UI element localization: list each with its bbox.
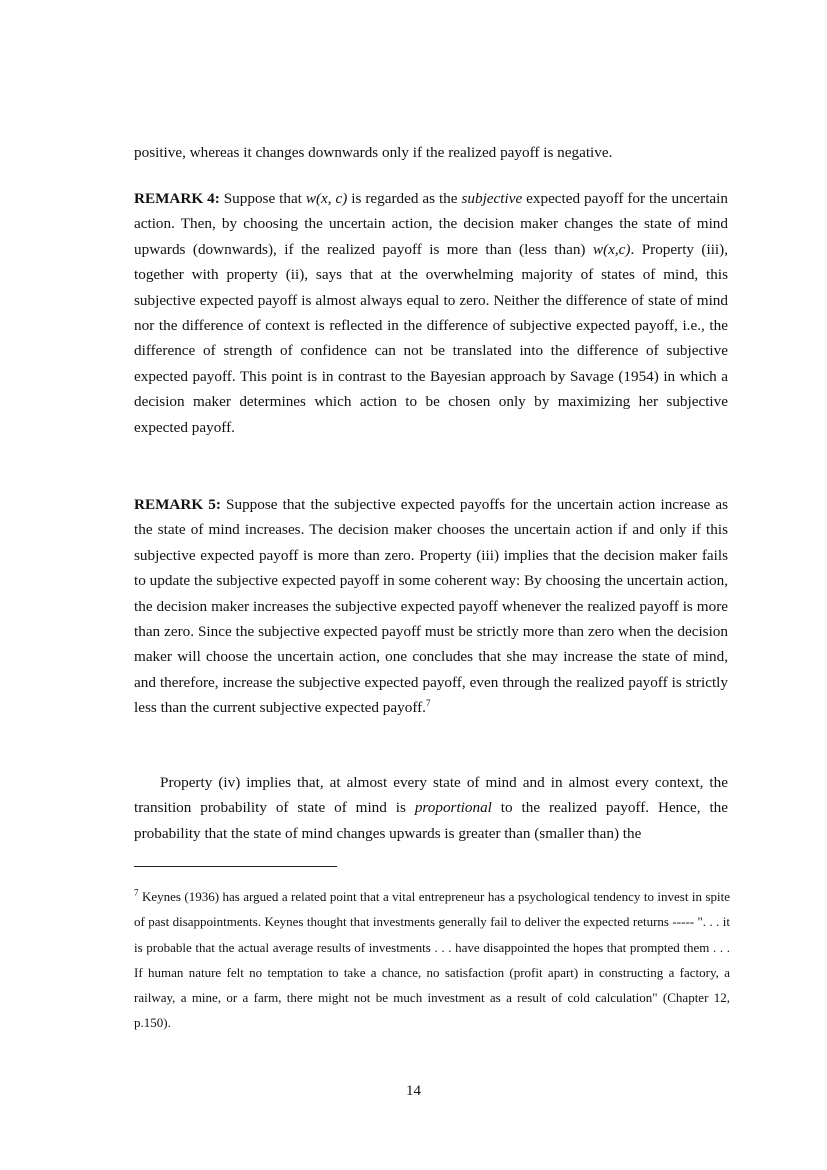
footnote-text: Keynes (1936) has argued a related point that a vital entrepreneur has a psychological tendency to invest in spite of past disappointments. Keynes thought that investments generally fail to deliver the expected returns ----- ". . . it is probable that the actual average results of investments . . . have disappointed the hopes that prompted them . . . If human nature felt no temptation to take a chance, no satisfaction (profit apart) in constructing a factory, a railway, a mine, or a farm, there might not be much investment as a result of cold calculation" (Chapter 12, p.150). — [134, 889, 730, 1031]
paragraph-property-iv — [134, 770, 728, 846]
paragraph-continuation: positive, whereas it changes downwards only if the realized payoff is negative. — [134, 144, 613, 161]
remark-4-math-w: w(x, c) — [305, 190, 348, 207]
remark-4-text: expected payoff for the uncertain action. Then, by choosing the uncertain action, the decision maker changes the state of mind upwards (downwards), if the realized payoff is more than (less than) — [134, 190, 728, 258]
remark-4-math-w: w(x,c) — [592, 240, 631, 258]
remark-4-text: is regarded as the — [347, 190, 462, 207]
paragraph-text: Property (iv) implies that, at almost every state of mind and in almost every context, the transition probability of state of mind is — [134, 774, 728, 817]
footnote-reference[interactable]: 7 — [425, 698, 431, 709]
remark-4-emphasis: subjective — [461, 190, 523, 207]
remark-5-text: Suppose that the subjective expected payoffs for the uncertain action increase as the state of mind increases. The decision maker chooses the uncertain action if and only if this subjective expected payoff is more than zero. Property (iii) implies that the decision maker fails to update the subjective expected payoff in some coherent way: By choosing the uncertain action, the decision maker increases the subjective expected payoff whenever the realized payoff is more than zero. Since the subjective expected payoff must be strictly more than zero when the decision maker will choose the uncertain action, one concludes that she may increase the state of mind, and therefore, increase the subjective expected payoff, even through the realized payoff is strictly less than the current subjective expected payoff. — [134, 496, 728, 717]
remark-4-text: . Property (iii), together with property (ii), says that at the overwhelming majority of states of mind, this subjective expected payoff is almost always equal to zero. Neither the difference of state of mind nor the difference of context is reflected in the difference of subjective expected payoff, i.e., the difference of strength of confidence can not be translated into the difference of subjective expected payoff. This point is in contrast to the Bayesian approach by Savage (1954) in which a decision maker determines which action to be chosen only by maximizing her subjective expected payoff. — [134, 240, 729, 436]
paragraph-text: to the realized payoff. Hence, the probability that the state of mind changes upwards is greater than (smaller than) the — [134, 799, 729, 842]
remark-5-label: REMARK 5: — [134, 496, 221, 513]
footnote-mark: 7 — [134, 887, 139, 898]
page-number: 14 — [406, 1083, 421, 1099]
remark-4-text: Suppose that — [219, 190, 306, 207]
footnote-7 — [134, 884, 730, 1036]
remark-4 — [134, 186, 728, 440]
remark-5 — [134, 492, 728, 721]
footnote-rule — [134, 866, 337, 867]
paragraph-emphasis: proportional — [414, 799, 492, 817]
remark-4-label: REMARK 4: — [134, 190, 220, 207]
